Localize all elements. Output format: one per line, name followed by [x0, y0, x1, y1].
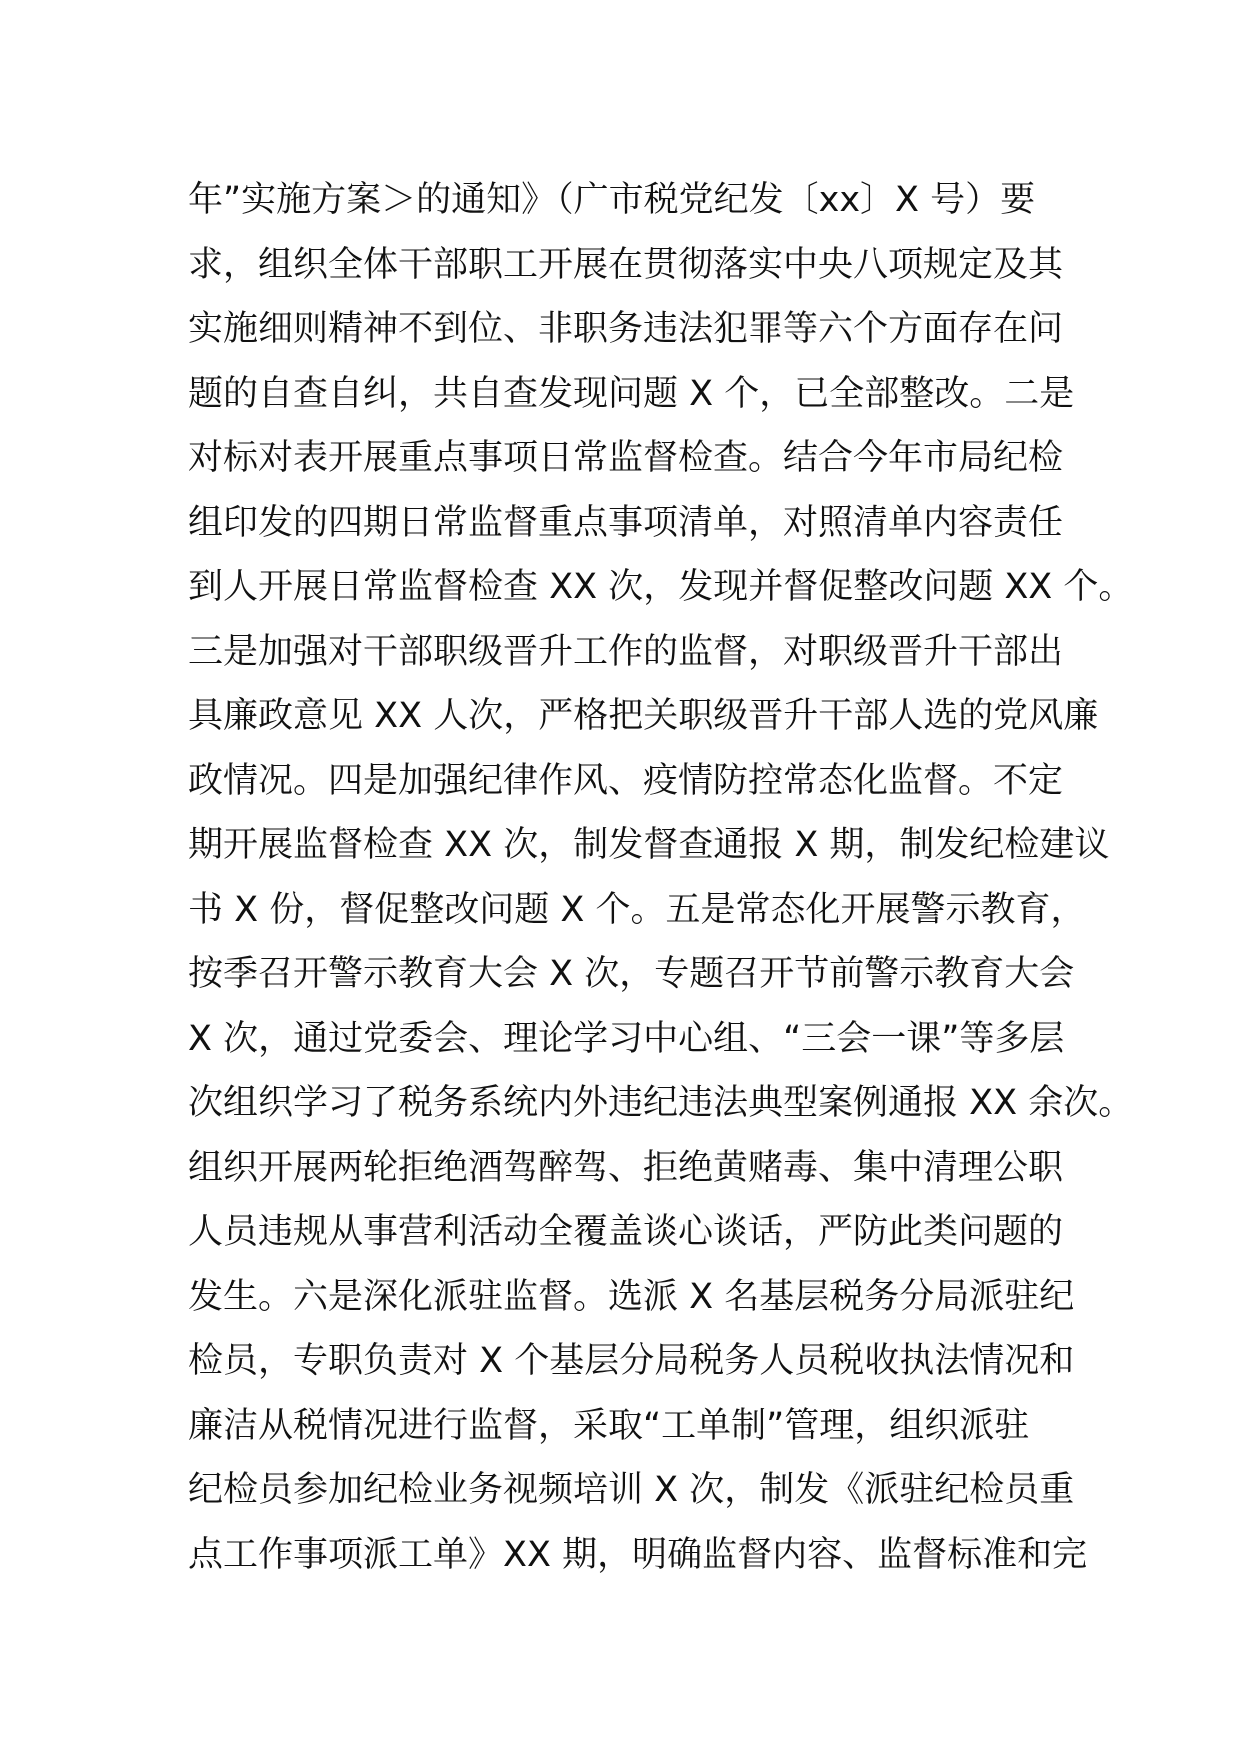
text-line: 次组织学习了税务系统内外违纪违法典型案例通报 XX 余次。: [188, 1083, 1134, 1123]
text-line: 对标对表开展重点事项日常监督检查。结合今年市局纪检: [188, 438, 1064, 478]
text-line: 政情况。四是加强纪律作风、疫情防控常态化监督。不定: [188, 760, 1064, 801]
text-line: 求，组织全体干部职工开展在贯彻落实中央八项规定及其: [188, 244, 1064, 285]
text-line: 年”实施方案＞的通知》（广市税党纪发〔xx〕X 号）要: [188, 180, 1036, 220]
text-line: 三是加强对干部职级晋升工作的监督，对职级晋升干部出: [188, 631, 1064, 672]
text-line: 实施细则精神不到位、非职务违法犯罪等六个方面存在问: [188, 309, 1064, 349]
text-line: 书 X 份，督促整改问题 X 个。五是常态化开展警示教育，: [188, 889, 1086, 930]
text-line: 纪检员参加纪检业务视频培训 X 次，制发《派驻纪检员重: [188, 1470, 1075, 1510]
body-text: [188, 168, 1134, 1587]
text-line: 人员违规从事营利活动全覆盖谈心谈话，严防此类问题的: [188, 1212, 1064, 1252]
text-line: 到人开展日常监督检查 XX 次，发现并督促整改问题 XX 个。: [188, 567, 1134, 607]
text-line: 按季召开警示教育大会 X 次，专题召开节前警示教育大会: [188, 954, 1075, 994]
text-line: 题的自查自纠，共自查发现问题 X 个，已全部整改。二是: [188, 373, 1075, 414]
text-line: 廉洁从税情况进行监督，采取“工单制”管理，组织派驻: [188, 1405, 1030, 1446]
text-line: 发生。六是深化派驻监督。选派 X 名基层税务分局派驻纪: [188, 1276, 1075, 1317]
text-line: 组织开展两轮拒绝酒驾醉驾、拒绝黄赌毒、集中清理公职: [188, 1147, 1064, 1188]
text-line: 期开展监督检查 XX 次，制发督查通报 X 期，制发纪检建议: [188, 825, 1110, 865]
text-line: 具廉政意见 XX 人次，严格把关职级晋升干部人选的党风廉: [188, 696, 1099, 736]
text-line: 检员，专职负责对 X 个基层分局税务人员税收执法情况和: [188, 1341, 1075, 1381]
text-line: 组印发的四期日常监督重点事项清单，对照清单内容责任: [188, 502, 1064, 543]
text-line: X 次，通过党委会、理论学习中心组、“三会一课”等多层: [188, 1018, 1065, 1059]
text-line: 点工作事项派工单》XX 期，明确监督内容、监督标准和完: [188, 1534, 1088, 1575]
